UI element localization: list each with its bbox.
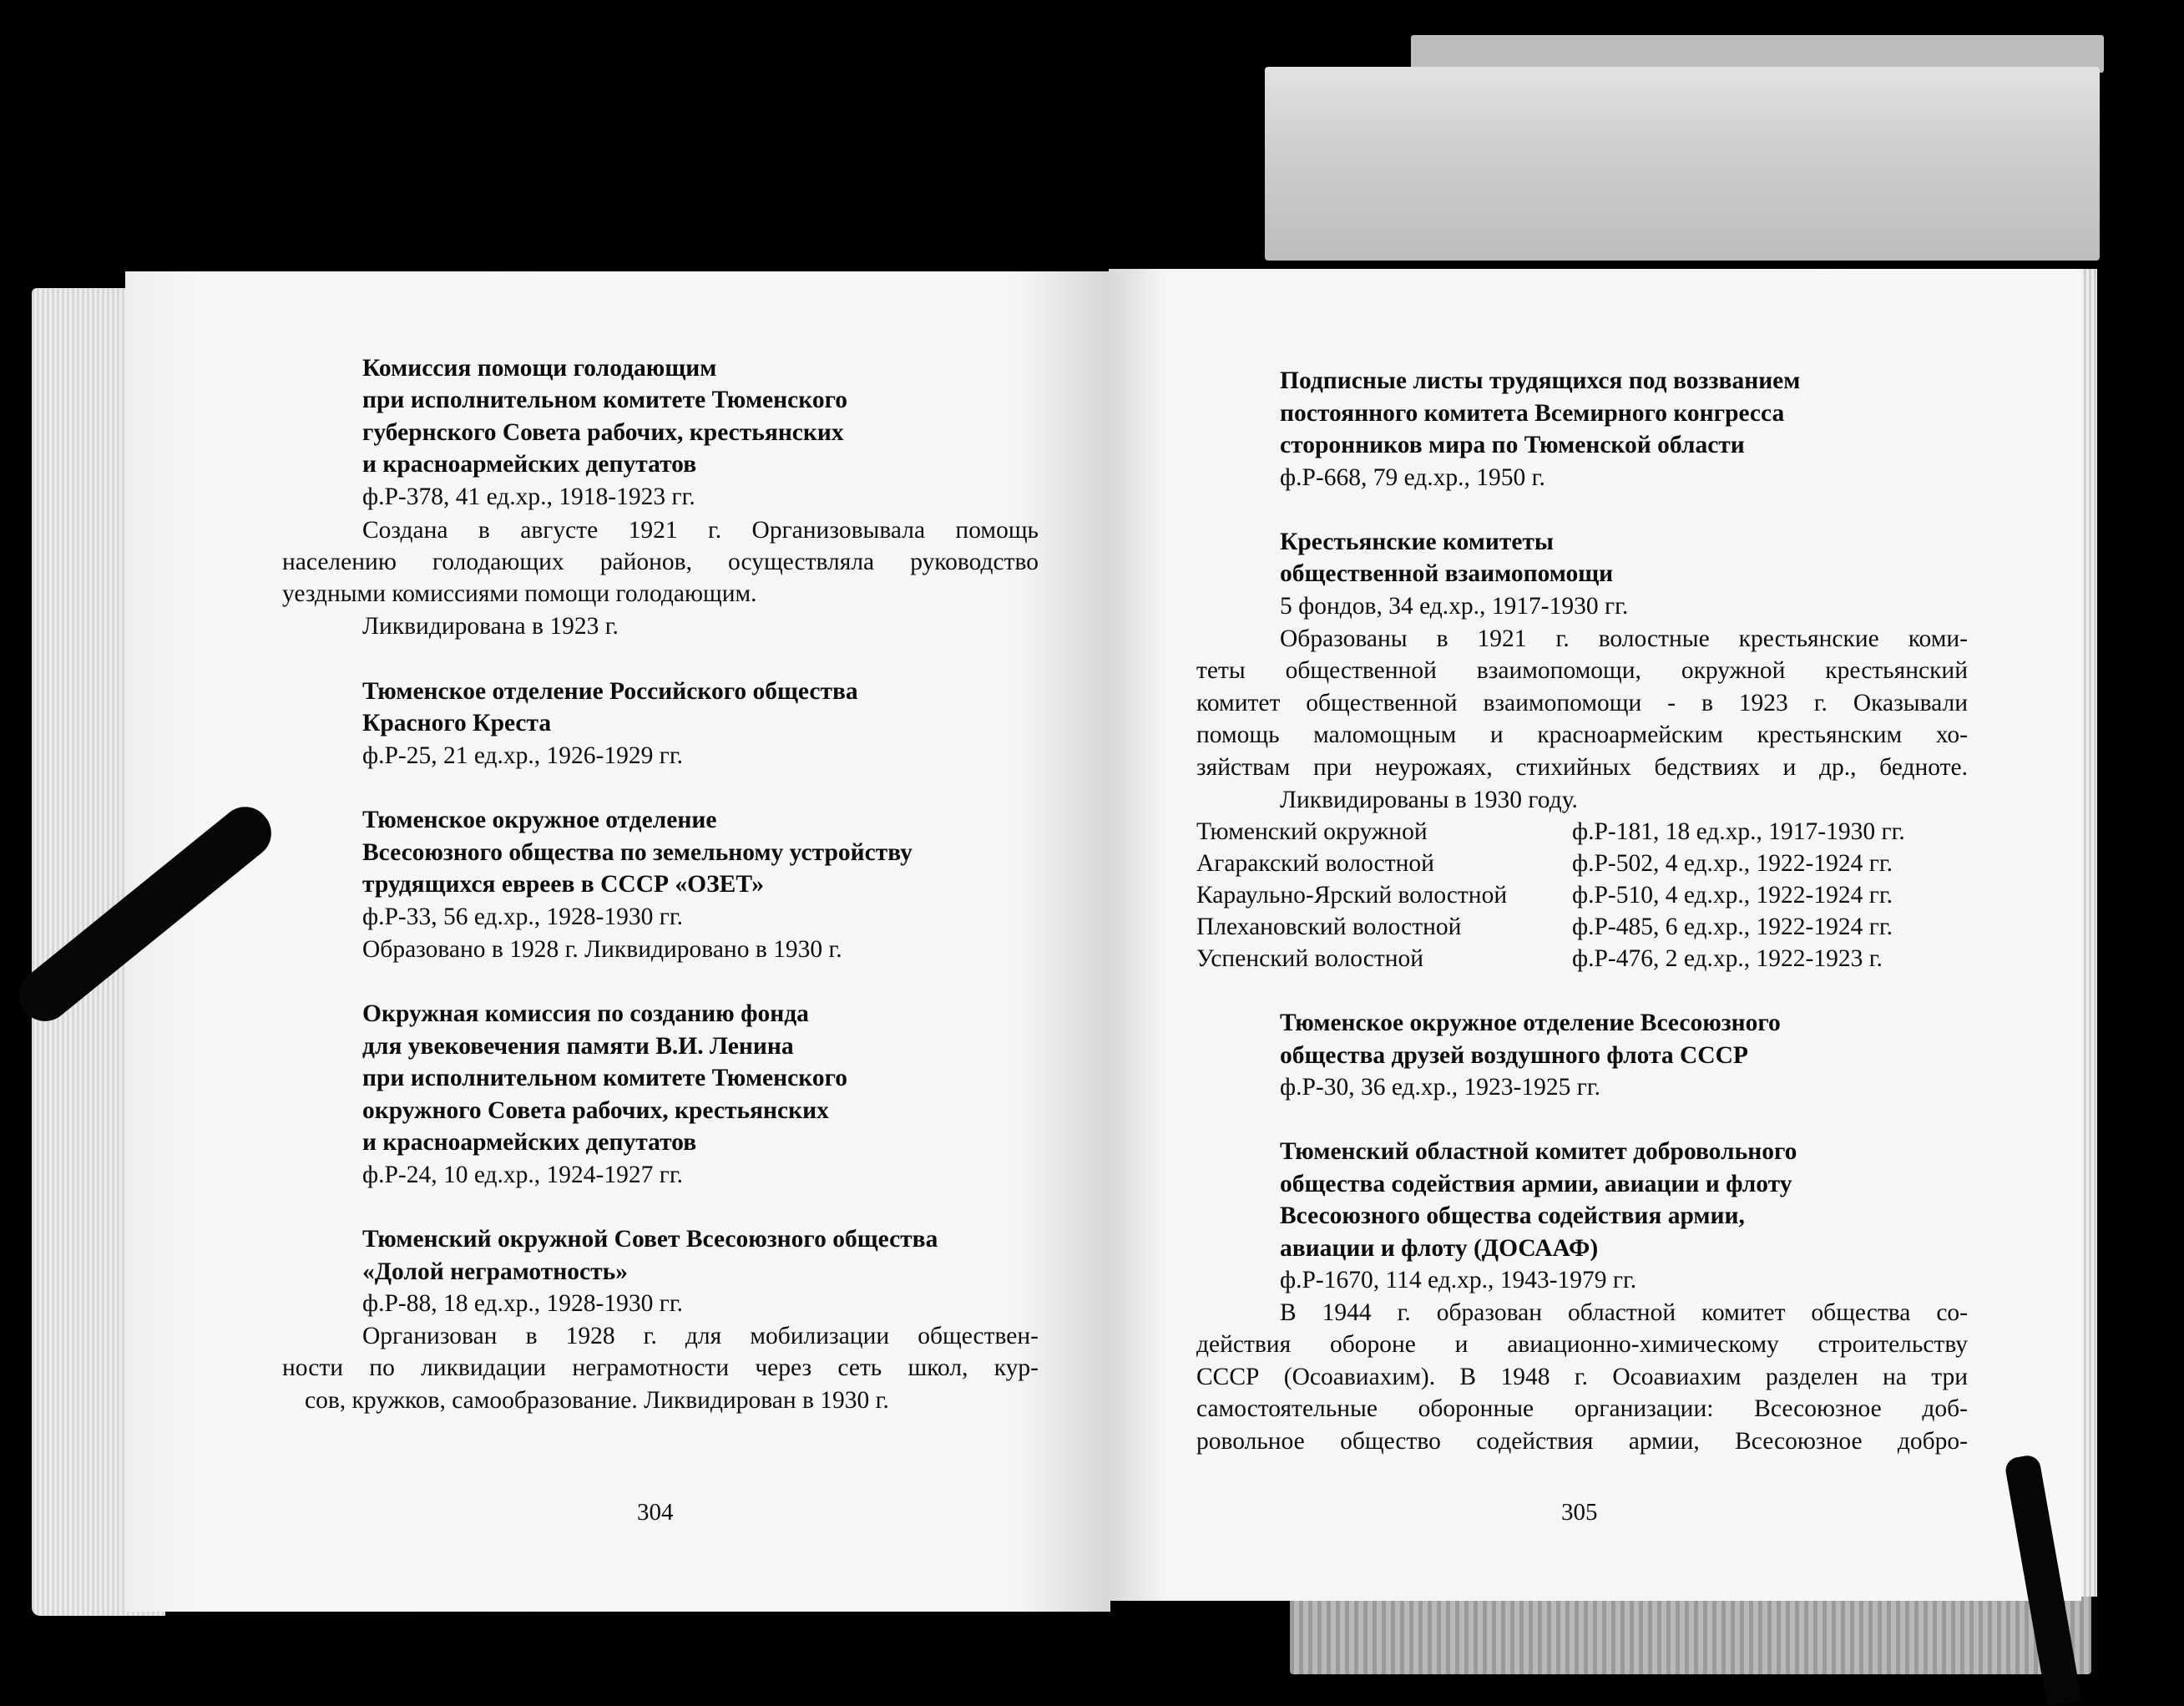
liquidation-note: Ликвидированы в 1930 году.	[1280, 787, 1578, 813]
book-page-edges-right	[2079, 269, 2097, 1597]
committee-name: Агаракский волостной	[1196, 850, 1434, 877]
entry-title-line: губернского Совета рабочих, крестьянских	[362, 419, 844, 446]
description-line: теты общественной взаимопомощи, окружной крестьянский	[1196, 657, 1968, 684]
description-line: В 1944 г. образован областной комитет общества со-	[1280, 1299, 1968, 1326]
entry-title-line: для увековечения памяти В.И. Ленина	[362, 1033, 794, 1060]
entry-title-line: постоянного комитета Всемирного конгресса	[1280, 400, 1785, 427]
description-line: уездными комиссиями помощи голодающим.	[282, 580, 757, 607]
page-number: 305	[1561, 1499, 1598, 1526]
description-line: сов, кружков, самообразование. Ликвидирован в 1930 г.	[305, 1387, 889, 1414]
fond-info: ф.Р-33, 56 ед.хр., 1928-1930 гг.	[362, 904, 684, 930]
entry-title-line: и красноармейских депутатов	[362, 1129, 697, 1156]
description-line: СССР (Осоавиахим). В 1948 г. Осоавиахим разделен на три	[1196, 1364, 1968, 1390]
committee-name: Караульно-Ярский волостной	[1196, 882, 1508, 909]
entry-title-line: Всесоюзного общества содействия армии,	[1280, 1202, 1745, 1229]
entry-title-line: при исполнительном комитете Тюменского	[362, 387, 847, 413]
fond-info: ф.Р-668, 79 ед.хр., 1950 г.	[1280, 464, 1545, 491]
entry-title-line: общественной взаимопомощи	[1280, 560, 1614, 587]
entry-title-line: окружного Совета рабочих, крестьянских	[362, 1097, 829, 1124]
description-line: Организован в 1928 г. для мобилизации обществен-	[362, 1323, 1039, 1349]
committee-fond: ф.Р-502, 4 ед.хр., 1922-1924 гг.	[1572, 850, 1893, 877]
page-number: 304	[637, 1499, 674, 1526]
fond-info: ф.Р-25, 21 ед.хр., 1926-1929 гг.	[362, 742, 684, 769]
entry-title-line: Тюменское окружное отделение	[362, 807, 717, 833]
committee-name: Плехановский волостной	[1196, 914, 1462, 940]
entry-title-line: Тюменский окружной Совет Всесоюзного общества	[362, 1226, 938, 1253]
entry-title-line: общества содействия армии, авиации и флоту	[1280, 1171, 1792, 1197]
description-line: зяйствам при неурожаях, стихийных бедствиях и др., бедноте.	[1196, 754, 1968, 781]
fond-info: ф.Р-1670, 114 ед.хр., 1943-1979 гг.	[1280, 1267, 1637, 1293]
entry-title-line: при исполнительном комитете Тюменского	[362, 1065, 847, 1091]
entry-title-line: Тюменское окружное отделение Всесоюзного	[1280, 1010, 1781, 1036]
entry-title-line: Тюменский областной комитет добровольного	[1280, 1138, 1797, 1165]
committee-row	[1196, 911, 1893, 944]
entry-title-line: Красного Креста	[362, 710, 552, 737]
fond-info: 5 фондов, 34 ед.хр., 1917-1930 гг.	[1280, 593, 1629, 620]
description-line: действия обороне и авиационно-химическому строительству	[1196, 1331, 1968, 1358]
foam-block	[1265, 67, 2100, 261]
liquidation-note: Ликвидирована в 1923 г.	[362, 613, 619, 640]
fond-info: ф.Р-30, 36 ед.хр., 1923-1925 гг.	[1280, 1074, 1601, 1101]
entry-title-line: Тюменское отделение Российского общества	[362, 678, 858, 705]
fond-info: ф.Р-24, 10 ед.хр., 1924-1927 гг.	[362, 1162, 684, 1188]
entry-title-line: «Долой неграмотность»	[362, 1258, 628, 1285]
description-line: Создана в августе 1921 г. Организовывала помощь	[362, 517, 1039, 544]
description-line: Образовано в 1928 г. Ликвидировано в 1930 г.	[362, 936, 842, 963]
entry-title-line: и красноармейских депутатов	[362, 451, 697, 478]
entry-title-line: Подписные листы трудящихся под воззванием	[1280, 367, 1801, 394]
entry-title-line: Крестьянские комитеты	[1280, 529, 1554, 555]
description-line: комитет общественной взаимопомощи - в 1923 г. Оказывали	[1196, 690, 1968, 716]
description-line: Образованы в 1921 г. волостные крестьянские коми-	[1280, 625, 1968, 652]
committee-fond: ф.Р-485, 6 ед.хр., 1922-1924 гг.	[1572, 914, 1893, 940]
fond-info: ф.Р-88, 18 ед.хр., 1928-1930 гг.	[362, 1290, 684, 1317]
committee-name: Успенский волостной	[1196, 945, 1424, 972]
entry-title-line: Всесоюзного общества по земельному устройству	[362, 839, 913, 866]
entry-title-line: авиации и флоту (ДОСААФ)	[1280, 1235, 1599, 1262]
committee-row	[1196, 879, 1893, 912]
entry-title-line: трудящихся евреев в СССР «ОЗЕТ»	[362, 871, 765, 898]
committee-fond: ф.Р-181, 18 ед.хр., 1917-1930 гг.	[1572, 818, 1905, 845]
committee-row	[1196, 816, 1905, 848]
entry-title-line: Окружная комиссия по созданию фонда	[362, 1000, 809, 1027]
entry-title-line: общества друзей воздушного флота СССР	[1280, 1042, 1748, 1069]
committee-row	[1196, 943, 1883, 975]
description-line: помощь маломощным и красноармейским крестьянским хо-	[1196, 721, 1968, 748]
committee-fond: ф.Р-476, 2 ед.хр., 1922-1923 г.	[1572, 945, 1883, 972]
description-line: ровольное общество содействия армии, Всесоюзное добро-	[1196, 1428, 1968, 1455]
entry-title-line: сторонников мира по Тюменской области	[1280, 432, 1745, 458]
committee-fond: ф.Р-510, 4 ед.хр., 1922-1924 гг.	[1572, 882, 1893, 909]
committee-name: Тюменский окружной	[1196, 818, 1428, 845]
entry-title-line: Комиссия помощи голодающим	[362, 355, 717, 382]
description-line: населению голодающих районов, осуществляла руководство	[282, 549, 1039, 575]
committee-row	[1196, 848, 1893, 880]
fond-info: ф.Р-378, 41 ед.хр., 1918-1923 гг.	[362, 483, 695, 510]
description-line: самостоятельные оборонные организации: Всесоюзное доб-	[1196, 1395, 1968, 1422]
description-line: ности по ликвидации неграмотности через сеть школ, кур-	[282, 1354, 1039, 1381]
